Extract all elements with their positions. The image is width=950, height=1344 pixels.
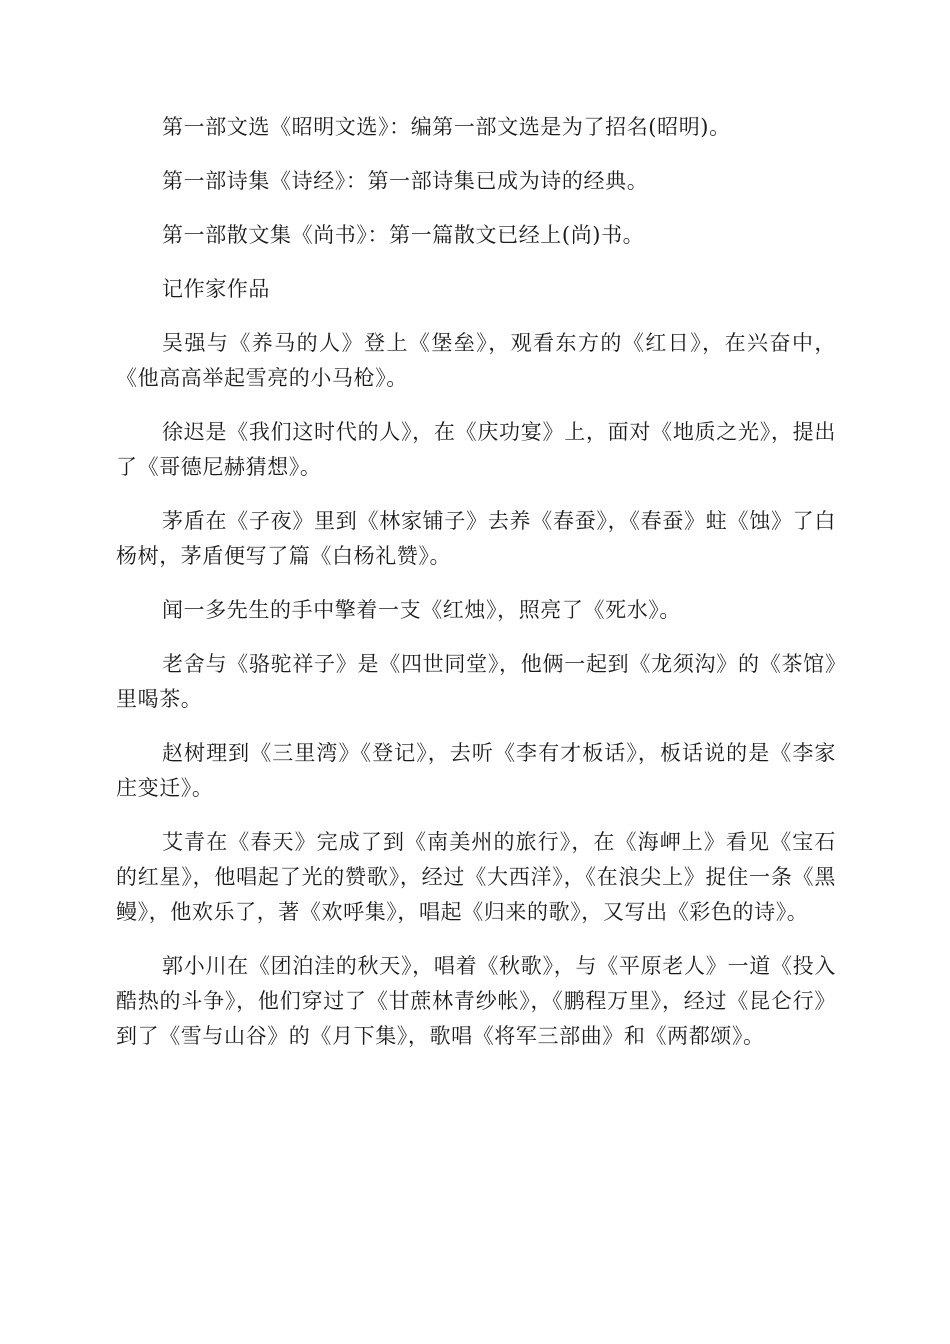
paragraph-1: 第一部文选《昭明文选》：编第一部文选是为了招名(昭明)。 [162, 115, 731, 139]
paragraph-3: 第一部散文集《尚书》：第一篇散文已经上(尚)书。 [162, 223, 645, 247]
paragraph-aiqing: 艾青在《春天》完成了到《南美州的旅行》，在《海岬上》看见《宝石的红星》，他唱起了光的赞歌》，经过《大西洋》，《在浪尖上》捉住一条《黑鳗》，他欢乐了，著《欢呼集》，唱起《归来的歌》，又写出《彩色的诗》。 [116, 830, 836, 924]
section-heading: 记作家作品 [162, 277, 270, 301]
paragraph-maodun: 茅盾在《子夜》里到《林家铺子》去养《春蚕》，《春蚕》蛀《蚀》了白杨树，茅盾便写了篇《白杨礼赞》。 [116, 509, 836, 568]
paragraph-wuqiang: 吴强与《养马的人》登上《堡垒》，观看东方的《红日》，在兴奋中，《他高高举起雪亮的小马枪》。 [116, 331, 836, 390]
paragraph-2: 第一部诗集《诗经》：第一部诗集已成为诗的经典。 [162, 169, 649, 193]
paragraph-guoxiaochuan: 郭小川在《团泊洼的秋天》，唱着《秋歌》，与《平原老人》一道《投入酷热的斗争》，他们穿过了《甘蔗林青纱帐》，《鹏程万里》，经过《昆仑行》到了《雪与山谷》的《月下集》，歌唱《将军三部曲》和《两都颂》。 [116, 954, 836, 1048]
paragraph-xuchi: 徐迟是《我们这时代的人》，在《庆功宴》上，面对《地质之光》，提出了《哥德尼赫猜想》。 [116, 420, 836, 479]
paragraph-wenyiduo: 闻一多先生的手中擎着一支《红烛》，照亮了《死水》。 [162, 598, 681, 622]
document-body [116, 110, 836, 1073]
paragraph-zhaoshuli: 赵树理到《三里湾》《登记》，去听《李有才板话》，板话说的是《李家庄变迁》。 [116, 741, 836, 800]
paragraph-laoshe: 老舍与《骆驼祥子》是《四世同堂》，他俩一起到《龙须沟》的《茶馆》里喝茶。 [116, 652, 836, 711]
